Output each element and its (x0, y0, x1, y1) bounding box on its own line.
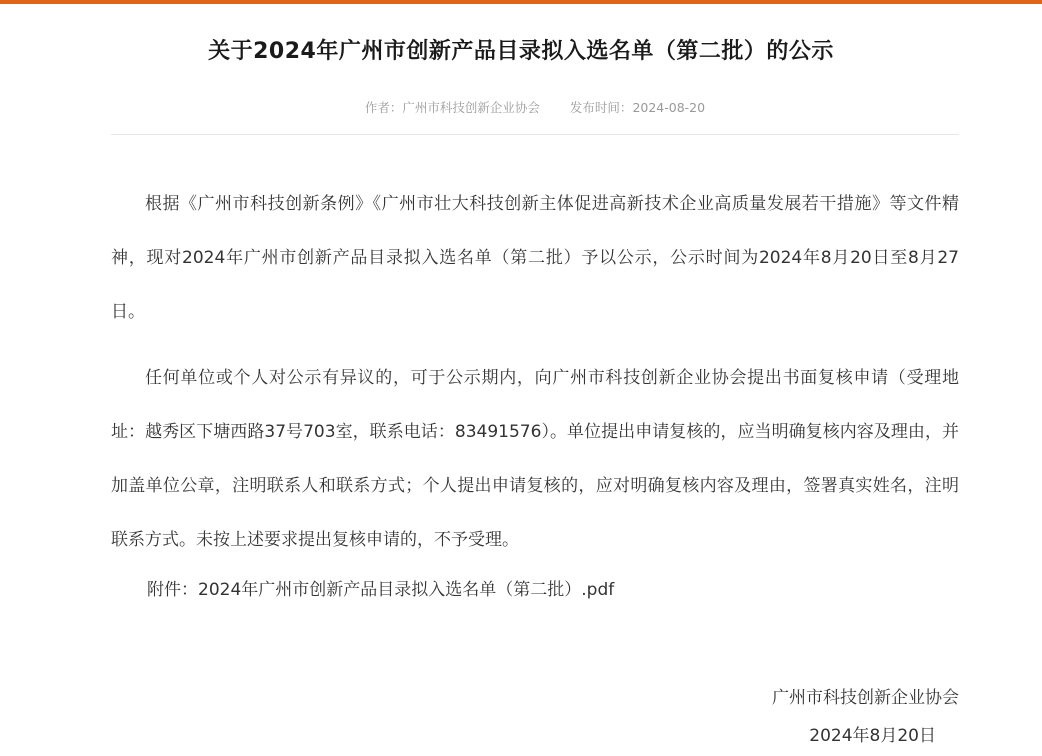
attachment-line (147, 570, 614, 610)
publish-date-label: 发布时间： (569, 100, 633, 115)
article-body (111, 177, 959, 567)
article-meta (0, 98, 1042, 116)
body-paragraph-1: 根据《广州市科技创新条例》《广州市壮大科技创新主体促进高新技术企业高质量发展若干措施》等文件精神，现对2024年广州市创新产品目录拟入选名单（第二批）予以公示，公示时间为2024年8月20日至8月27日。 (111, 194, 959, 322)
page-title: 关于2024年广州市创新产品目录拟入选名单（第二批）的公示 (208, 39, 834, 64)
attachment-link[interactable]: 2024年广州市创新产品目录拟入选名单（第二批）.pdf (198, 580, 615, 600)
attachment-label: 附件： (147, 580, 198, 600)
signature-date: 2024年8月20日 (809, 726, 936, 746)
body-paragraph-2: 任何单位或个人对公示有异议的，可于公示期内，向广州市科技创新企业协会提出书面复核申请（受理地址：越秀区下塘西路37号703室，联系电话：83491576）。单位提出申请复核的，应当明确复核内容及理由，并加盖单位公章，注明联系人和联系方式；个人提出申请复核的，应对明确复核内容及理由，签署真实姓名，注明联系方式。未按上述要求提出复核申请的，不予受理。 (111, 368, 959, 550)
author-name: 广州市科技创新企业协会 (402, 100, 540, 115)
author-label: 作者： (364, 100, 403, 115)
signature-organization: 广州市科技创新企业协会 (772, 688, 959, 708)
top-accent-bar (0, 0, 1042, 4)
header-divider (111, 134, 959, 135)
publish-date: 2024-08-20 (632, 100, 706, 115)
